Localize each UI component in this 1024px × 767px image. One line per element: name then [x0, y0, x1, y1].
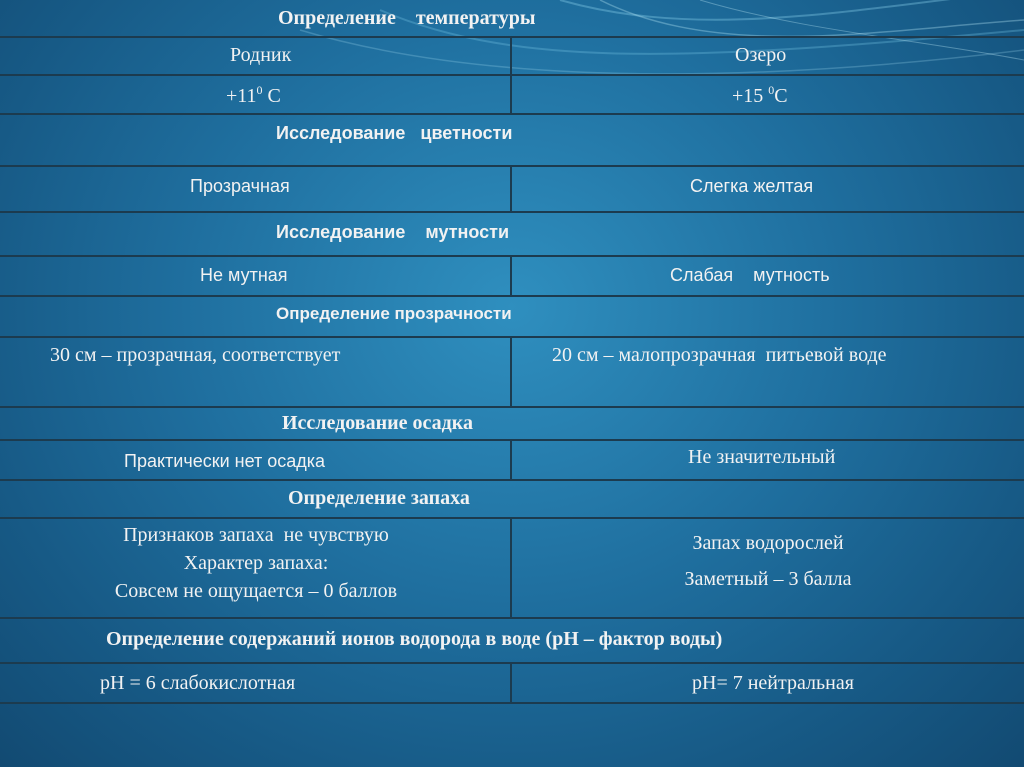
transparency-header: Определение прозрачности — [276, 304, 512, 323]
temperature-lake-value: +15 $^0$С — [732, 83, 788, 107]
smell-header: Определение запаха — [288, 487, 470, 509]
turbidity-header: Исследование мутности — [276, 222, 510, 242]
transparency-spring-value: 30 см – прозрачная, соответствует — [50, 344, 341, 366]
transparency-values-row — [0, 338, 1024, 408]
color-spring-value: Прозрачная — [190, 176, 290, 196]
temperature-header-row — [0, 0, 1024, 38]
turbidity-values-row — [0, 257, 1024, 297]
temperature-header: Определение температуры — [278, 7, 536, 29]
sediment-header-row — [0, 408, 1024, 441]
column-header-spring: Родник — [230, 44, 292, 66]
sediment-values-row — [0, 441, 1024, 481]
temperature-values-row — [0, 76, 1024, 115]
turbidity-spring-value: Не мутная — [200, 265, 288, 285]
ph-spring-value: pH = 6 слабокислотная — [100, 672, 296, 694]
turbidity-header-row — [0, 213, 1024, 257]
color-values-row — [0, 167, 1024, 213]
smell-spring-line-3: Совсем не ощущается – 0 баллов — [114, 580, 398, 602]
ph-header-row — [0, 619, 1024, 664]
smell-spring-line-1: Признаков запаха не чувствую — [123, 524, 389, 546]
transparency-header-row — [0, 297, 1024, 338]
color-header: Исследование цветности — [276, 123, 513, 143]
temperature-spring-value: $+11^0$ С — [226, 83, 281, 107]
smell-values-row — [0, 519, 1024, 619]
column-header-lake: Озеро — [735, 44, 787, 66]
smell-header-row — [0, 481, 1024, 519]
transparency-lake-value: 20 см – малопрозрачная питьевой воде — [552, 344, 887, 366]
smell-spring-line-2: Характер запаха: — [183, 552, 329, 574]
sediment-lake-value: Не значительный — [688, 446, 836, 468]
smell-lake-line-2: Заметный – 3 балла — [684, 568, 852, 590]
turbidity-lake-value: Слабая мутность — [670, 265, 830, 285]
color-header-row — [0, 115, 1024, 167]
ph-lake-value: pH= 7 нейтральная — [692, 672, 854, 694]
sediment-header: Исследование осадка — [282, 412, 473, 434]
smell-lake-value — [512, 525, 1024, 597]
sediment-spring-value: Практически нет осадка — [124, 451, 326, 471]
color-lake-value: Слегка желтая — [690, 176, 814, 196]
ph-values-row — [0, 664, 1024, 704]
smell-spring-value — [0, 521, 512, 605]
ph-header: Определение содержаний ионов водорода в воде (рН – фактор воды) — [106, 628, 723, 650]
smell-lake-line-1: Запах водорослей — [692, 532, 844, 554]
column-header-row — [0, 38, 1024, 76]
